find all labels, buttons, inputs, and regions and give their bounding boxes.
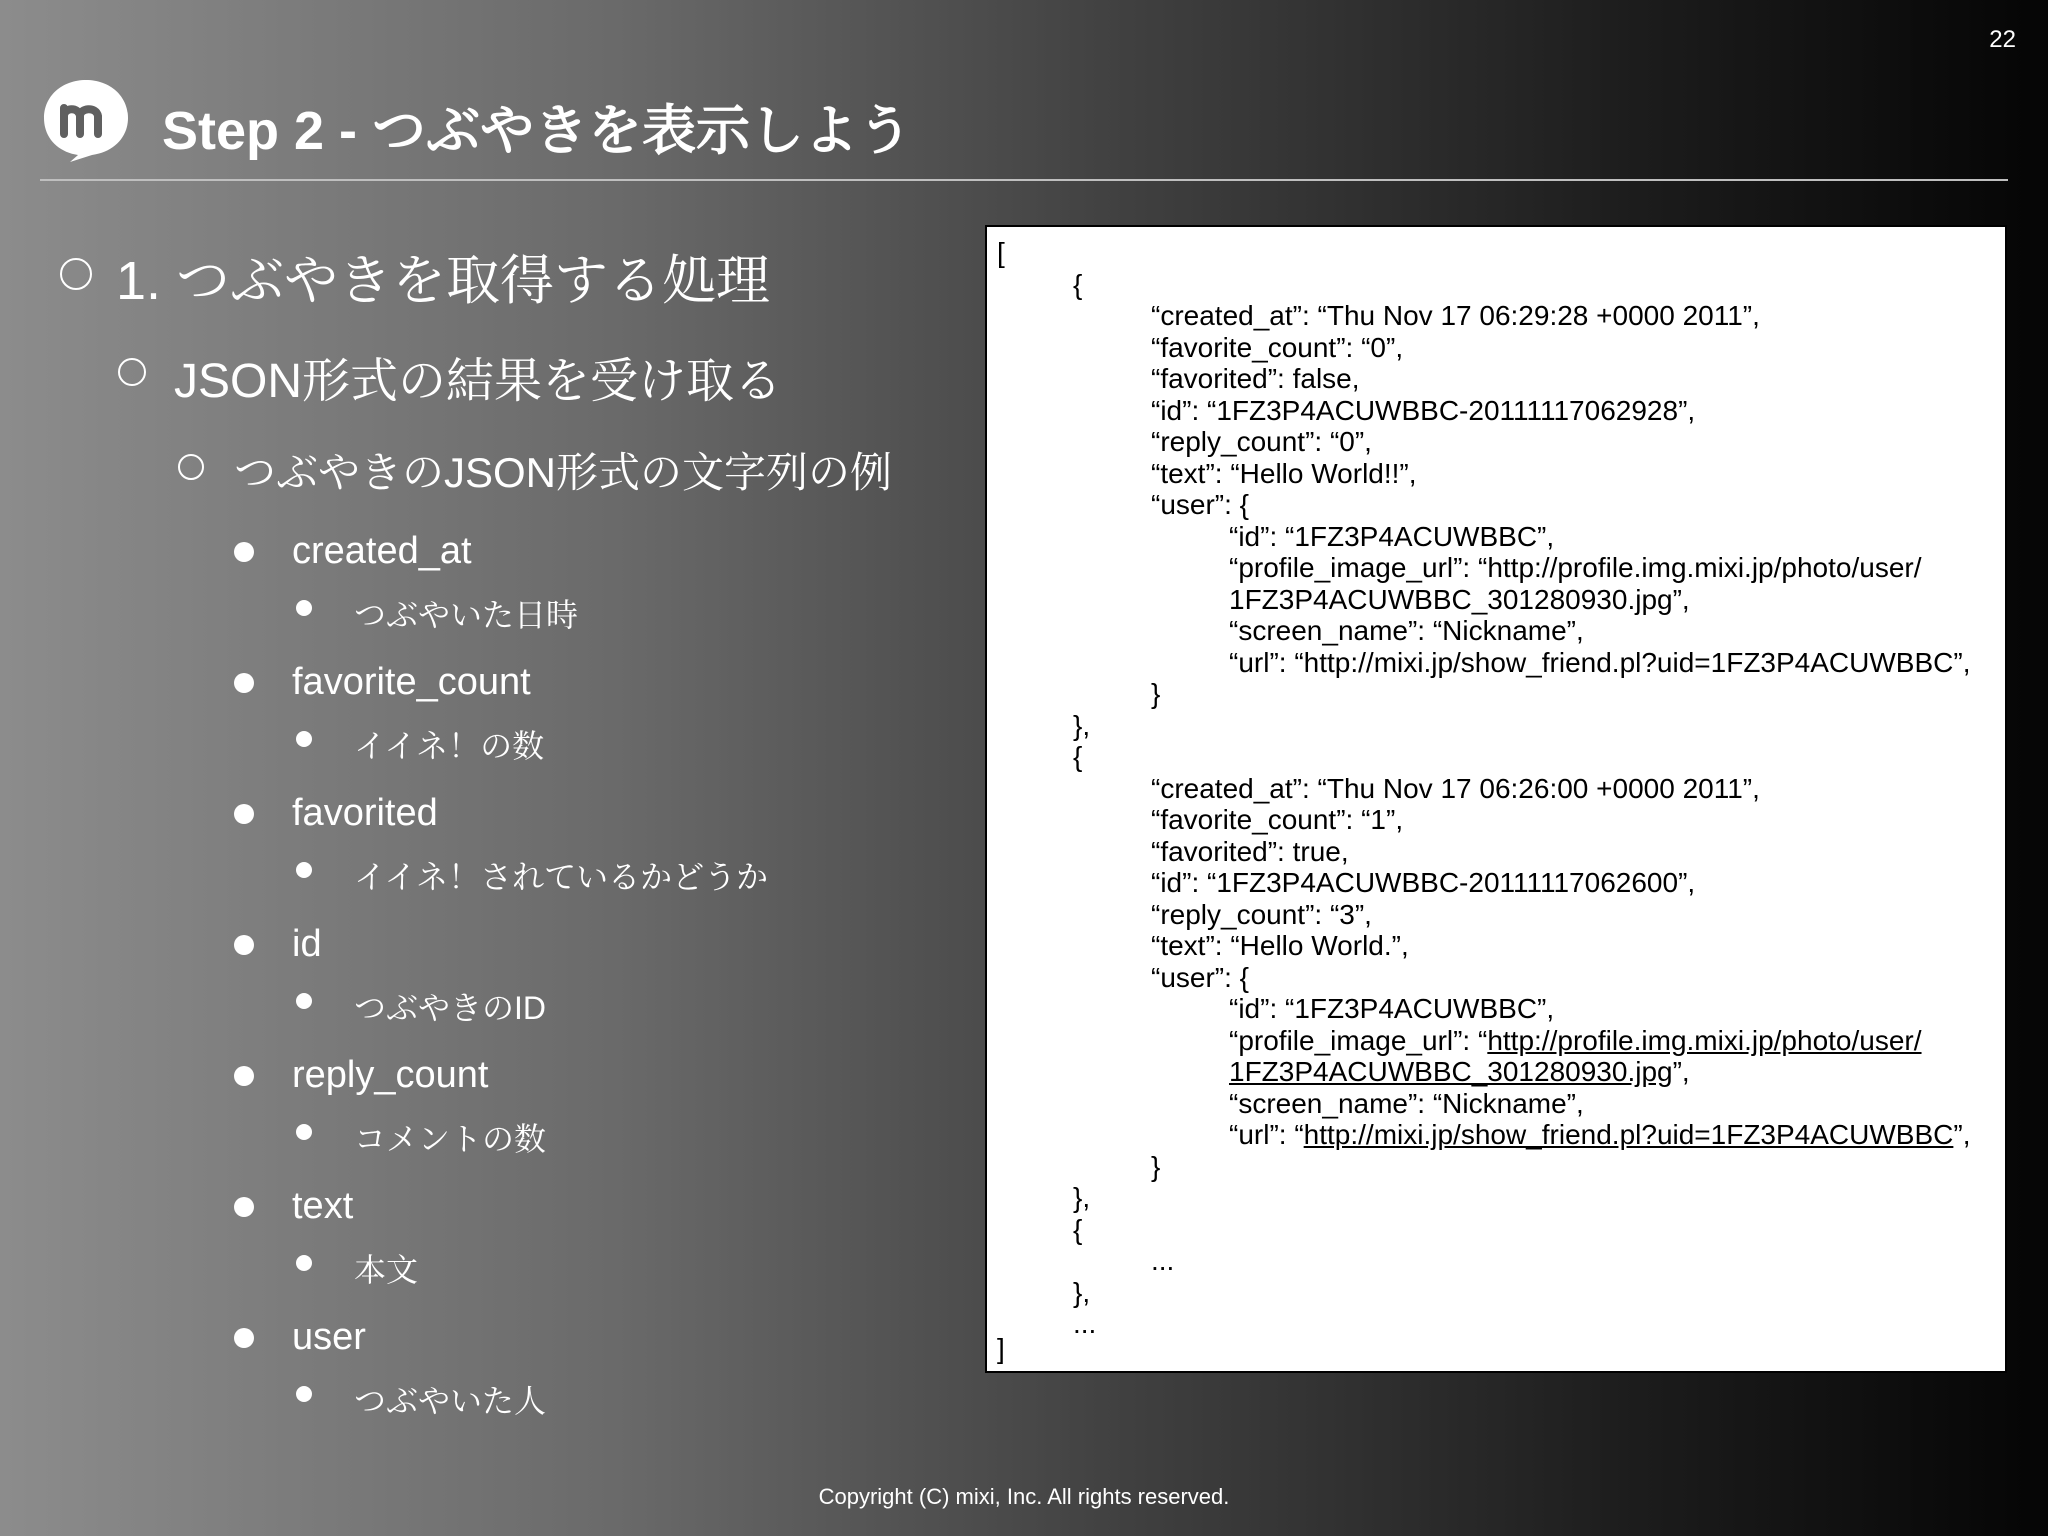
bullet-ring [178, 454, 204, 480]
code-line: “text”: “Hello World!!”, [1151, 458, 1417, 489]
field-desc: つぶやいた日時 [354, 597, 579, 633]
bullet-dot [234, 673, 254, 693]
bullet-dot [234, 542, 254, 562]
code-line: “reply_count”: “3”, [1151, 899, 1372, 930]
code-line [1229, 1025, 1922, 1057]
code-line: “id”: “1FZ3P4ACUWBBC”, [1229, 521, 1555, 552]
profile-image-link-cont[interactable]: 1FZ3P4ACUWBBC_301280930.jpg [1229, 1056, 1673, 1087]
mixi-logo [40, 76, 132, 164]
code-line: “id”: “1FZ3P4ACUWBBC-20111117062600”, [1151, 867, 1696, 898]
field-name: id [292, 923, 322, 965]
field-name: text [292, 1185, 354, 1227]
code-line: { [1073, 741, 1083, 772]
field-name: favorited [292, 792, 438, 834]
slide-title: Step 2 - つぶやきを表示しよう [162, 101, 913, 161]
code-line: “user”: { [1151, 489, 1250, 520]
field-name: user [292, 1316, 366, 1358]
code-line: “screen_name”: “Nickname”, [1229, 615, 1584, 646]
field-desc: イイネ！されているかどうか [354, 859, 769, 895]
outline-level3: つぶやきのJSON形式の文字列の例 [234, 449, 893, 496]
outline-level2: JSON形式の結果を受け取る [174, 355, 783, 408]
code-line: “screen_name”: “Nickname”, [1229, 1088, 1584, 1119]
outline-level1: 1. つぶやきを取得する処理 [116, 251, 771, 311]
code-line: } [1151, 1151, 1161, 1182]
code-text: ”, [1953, 1119, 1971, 1150]
field-desc: つぶやいた人 [354, 1383, 547, 1419]
code-line [1229, 1056, 1690, 1088]
bullet-dot [234, 1328, 254, 1348]
code-line: ] [997, 1333, 1005, 1364]
code-line: { [1073, 269, 1083, 300]
bullet-dot [296, 1386, 312, 1402]
code-line: “user”: { [1151, 962, 1250, 993]
profile-url-link[interactable]: http://mixi.jp/show_friend.pl?uid=1FZ3P4ACUWBBC [1303, 1119, 1954, 1150]
code-text: ”, [1672, 1056, 1690, 1087]
code-line: { [1073, 1214, 1083, 1245]
code-line [1229, 1119, 1970, 1151]
code-line: “favorite_count”: “1”, [1151, 804, 1404, 835]
code-line: “reply_count”: “0”, [1151, 426, 1372, 457]
code-line: “created_at”: “Thu Nov 17 06:26:00 +0000 2011”, [1151, 773, 1760, 804]
field-desc: つぶやきのID [354, 990, 547, 1026]
code-line: “favorite_count”: “0”, [1151, 332, 1404, 363]
code-line: [ [997, 237, 1005, 268]
code-line: ... [1151, 1245, 1175, 1276]
code-text: “url”: “ [1229, 1119, 1304, 1150]
bullet-dot [296, 993, 312, 1009]
field-desc: 本文 [354, 1252, 419, 1288]
bullet-ring [118, 358, 146, 386]
copyright-footer: Copyright (C) mixi, Inc. All rights reserved. [818, 1484, 1230, 1509]
page-number: 22 [1989, 26, 2016, 53]
code-line: “text”: “Hello World.”, [1151, 930, 1409, 961]
code-line: 1FZ3P4ACUWBBC_301280930.jpg”, [1229, 584, 1690, 615]
json-example-box [985, 225, 2007, 1373]
bullet-dot [234, 804, 254, 824]
bullet-dot [296, 1124, 312, 1140]
code-line: }, [1073, 1182, 1091, 1213]
bullet-dot [234, 1197, 254, 1217]
field-name: created_at [292, 530, 472, 572]
code-line: } [1151, 678, 1161, 709]
code-line: }, [1073, 710, 1091, 741]
bullet-dot [234, 935, 254, 955]
code-line: }, [1073, 1277, 1091, 1308]
code-line: ... [1073, 1308, 1097, 1339]
field-name: favorite_count [292, 661, 531, 703]
bullet-dot [296, 731, 312, 747]
bullet-dot [296, 1255, 312, 1271]
bullet-ring [60, 258, 92, 290]
field-desc: コメントの数 [354, 1121, 547, 1157]
title-divider [40, 179, 2008, 181]
code-line: “created_at”: “Thu Nov 17 06:29:28 +0000 2011”, [1151, 300, 1760, 331]
code-line: “id”: “1FZ3P4ACUWBBC”, [1229, 993, 1555, 1024]
bullet-dot [296, 862, 312, 878]
code-line: “favorited”: false, [1151, 363, 1360, 394]
bullet-dot [234, 1066, 254, 1086]
bullet-dot [296, 600, 312, 616]
code-text: “profile_image_url”: “ [1229, 1025, 1488, 1056]
code-line: “id”: “1FZ3P4ACUWBBC-20111117062928”, [1151, 395, 1696, 426]
profile-image-link[interactable]: http://profile.img.mixi.jp/photo/user/ [1487, 1025, 1922, 1056]
code-line: “url”: “http://mixi.jp/show_friend.pl?uid=1FZ3P4ACUWBBC”, [1229, 647, 1971, 678]
code-line: “profile_image_url”: “http://profile.img.mixi.jp/photo/user/ [1229, 552, 1922, 583]
field-name: reply_count [292, 1054, 489, 1096]
code-line: “favorited”: true, [1151, 836, 1349, 867]
field-desc: イイネ！の数 [354, 728, 545, 764]
